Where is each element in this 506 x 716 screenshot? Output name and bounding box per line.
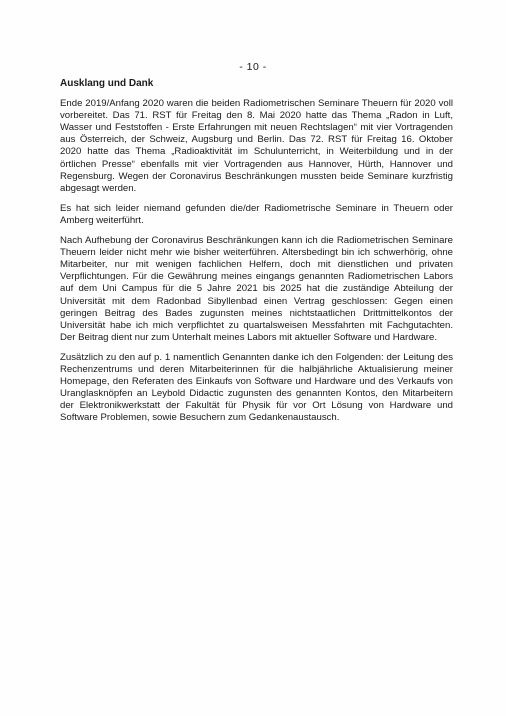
paragraph-seminars-2020: Ende 2019/Anfang 2020 waren die beiden Radiometrischen Seminare Theuern für 2020 voll vorbereitet. Das 71. RST für Freitag den 8. Mai 2020 hatte das Thema „Radon in Luft, Wasser und Feststoffen - Erste Erfahrungen mit neuen Rechtslagen“ mit vier Vortragenden aus Österreich, der Schweiz, Augsburg und Berlin. Das 72. RST für Freitag 16. Oktober 2020 hatte das Thema „Radioaktivität im Schulunterricht, in Weiterbildung und in der örtlichen Presse“ ebenfalls mit vier Vortragenden aus Hannover, Hürth, Hannover und Regensburg. Wegen der Coronavirus Beschränkungen mussten beide Seminare kurzfristig abgesagt werden. bbox=[60, 98, 453, 194]
section-heading: Ausklang und Dank bbox=[60, 78, 154, 89]
paragraph-acknowledgements: Zusätzlich zu den auf p. 1 namentlich Genannten danke ich den Folgenden: der Leitung des Rechenzentrums und deren Mitarbeiterinnen für die halbjährliche Aktualisierung meiner Homepage, den Referaten des Einkaufs von Software und Hardware und des Verkaufs von Uranglasknöpfen an Leybold Didactic zugunsten des genannten Kontos, den Mitarbeitern der Elektronikwerkstatt der Fakultät für Physik für vor Ort Lösung von Hardware und Software Problemen, sowie Besuchern zum Gedankenaustausch. bbox=[60, 351, 453, 424]
section-body bbox=[60, 78, 453, 432]
paragraph-no-successor: Es hat sich leider niemand gefunden die/der Radiometrische Seminare in Theuern oder Amberg weiterführt. bbox=[60, 202, 453, 226]
page-number: - 10 - bbox=[239, 61, 267, 73]
paragraph-lab-contract: Nach Aufhebung der Coronavirus Beschränkungen kann ich die Radiometrischen Seminare Theuern leider nicht mehr wie bisher weiterführen. Altersbedingt bin ich schwerhörig, ohne Mitarbeiter, nur mit wenigen fachlichen Helfern, doch mit dienstlichen und privaten Verpflichtungen. Für die Gewährung meines eingangs genannten Radiometrischen Labors auf dem Uni Campus für die 5 Jahre 2021 bis 2025 hat die zuständige Abteilung der Universität mit dem Radonbad Sibyllenbad einen Vertrag geschlossen: Gegen einen geringen Beitrag des Bades zugunsten meines nichtstaatlichen Drittmittelkontos der Universität habe ich mich verpflichtet zu quartalsweisen Messfahrten mit Fachgutachten. Der Beitrag dient nur zum Unterhalt meines Labors mit aktueller Software und Hardware. bbox=[60, 235, 453, 343]
